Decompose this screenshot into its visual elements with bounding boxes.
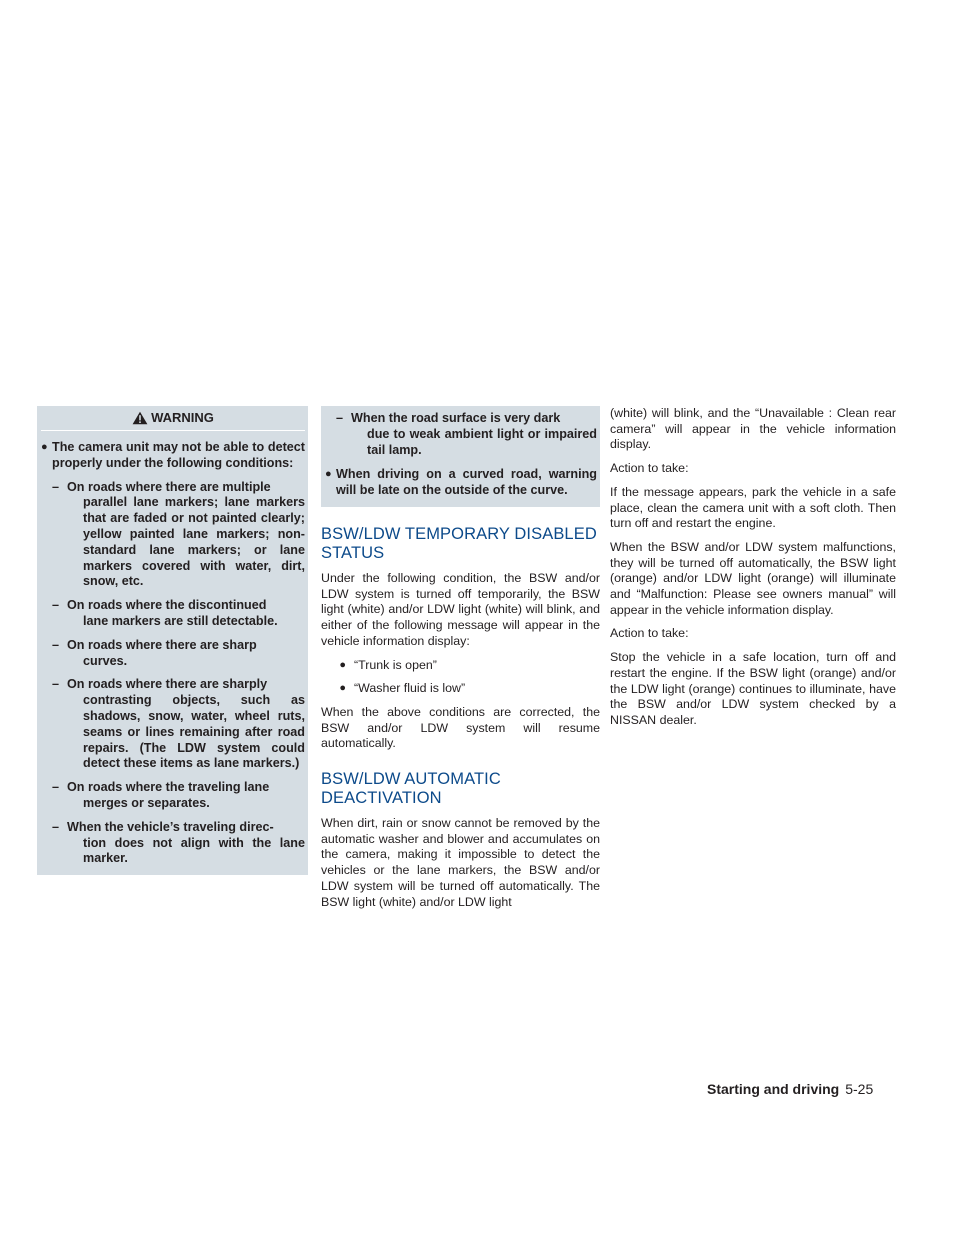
dash-icon: – (51, 819, 59, 834)
subitem-first-line: On roads where the traveling lane (67, 780, 270, 795)
list-item-text: “Trunk is open” (354, 657, 437, 672)
warning-subitem (41, 820, 305, 867)
warning-heading: WARNING (151, 410, 214, 425)
paragraph: If the message appears, park the vehicle in a safe place, clean the camera unit with a soft cloth. Then turn off and restart the engine. (610, 484, 896, 531)
list-item (321, 681, 600, 697)
action-label: Action to take: (610, 461, 689, 476)
subitem-rest: lane markers are still detectable. (83, 613, 278, 628)
paragraph (321, 816, 600, 910)
list-item (321, 658, 600, 674)
subitem-first-line: On roads where the discontinued (67, 598, 267, 613)
warning-box (37, 406, 308, 875)
dash-icon: – (51, 598, 59, 613)
subitem-rest: parallel lane markers; lane markers that are faded or not painted clearly; yellow painted lane markers; non-standard lane markers; or lane markers covered with water, dirt, snow, etc. (83, 495, 305, 589)
paragraph-part: When dirt, rain or snow cannot be removed by the automatic washer and blower and accumulates on the camera, making it impossible to detect the vehicles or the lane markers, the BSW and/or LDW system will be turned off automatically. The BSW light (white) and/or LDW light (321, 816, 600, 909)
warning-box-continued (321, 406, 600, 507)
page-number: 5-25 (845, 1081, 874, 1097)
section-title: BSW/LDW AUTOMATIC DEACTIVATION (321, 770, 501, 808)
dash-icon: – (51, 637, 59, 652)
paragraph: When the above conditions are corrected, the BSW and/or LDW system will resume automatically. (321, 704, 600, 751)
warning-subitem (41, 480, 305, 591)
warning-subitem (41, 598, 305, 630)
bullet-icon: ● (41, 441, 48, 453)
subitem-first-line: On roads where there are multiple (67, 479, 271, 494)
subitem-rest: tion does not align with the lane marker. (83, 835, 305, 866)
warning-triangle-icon (132, 411, 148, 425)
paragraph: When the BSW and/or LDW system malfunctions, they will be turned off automatically, the BSW light (orange) and/or LDW light (orange) will illuminate and “Malfunction: Please see owners manual” will appear in the vehicle information display. (610, 539, 896, 617)
subitem-first-line: On roads where there are sharp (67, 637, 257, 652)
bullet-icon: ● (339, 658, 346, 671)
dash-icon: – (51, 677, 59, 692)
warning-item (325, 467, 597, 499)
list-item-text: “Washer fluid is low” (354, 681, 466, 696)
subitem-first-line: On roads where there are sharply (67, 677, 268, 692)
warning-subitem (325, 411, 597, 458)
dash-icon: – (51, 479, 59, 494)
warning-header (41, 406, 305, 431)
subitem-first-line: When the road surface is very dark (351, 411, 561, 425)
warning-subitem (41, 780, 305, 812)
paragraph: Stop the vehicle in a safe location, turn off and restart the engine. If the BSW light (orange) and/or the LDW light (orange) continues to illuminate, have the BSW and/or LDW system checked by a NISSAN dealer. (610, 650, 896, 727)
paragraph: Under the following condition, the BSW and/or LDW system is turned off temporarily, the BSW light (white) and/or LDW light (white) will blink, and either of the following message will appear in the vehicle information display: (321, 570, 600, 648)
warning-item-text: When driving on a curved road, warning will be late on the outside of the curve. (336, 467, 597, 498)
bullet-icon: ● (325, 468, 332, 481)
section-title: BSW/LDW TEMPORARY DISABLED STATUS (321, 524, 597, 562)
action-label: Action to take: (610, 626, 689, 641)
subitem-rest: curves. (83, 653, 128, 668)
column-middle (321, 406, 600, 918)
dash-icon: – (335, 411, 343, 425)
bullet-list (321, 658, 600, 697)
warning-item (41, 440, 305, 472)
warning-item-text: The camera unit may not be able to detect properly under the following conditions: (52, 440, 305, 470)
dash-icon: – (51, 780, 59, 795)
paragraph-continued: (white) will blink, and the “Unavailable : Clean rear camera” will appear in the vehicle information display. (610, 406, 896, 452)
column-left (37, 406, 308, 875)
warning-subitem (41, 677, 305, 772)
subitem-rest: due to weak ambient light or impaired tail lamp. (367, 426, 597, 457)
subitem-first-line: When the vehicle’s traveling direc- (67, 819, 274, 834)
footer-section-name: Starting and driving (707, 1081, 840, 1097)
column-right (610, 406, 896, 737)
warning-subitem (41, 638, 305, 670)
subitem-rest: merges or separates. (83, 795, 210, 810)
bullet-icon: ● (339, 682, 346, 695)
page-footer (707, 1081, 873, 1097)
subitem-rest: contrasting objects, such as shadows, snow, water, wheel ruts, seams or lines remaining after road repairs. (The LDW system could detect these items as lane markers.) (83, 693, 305, 771)
